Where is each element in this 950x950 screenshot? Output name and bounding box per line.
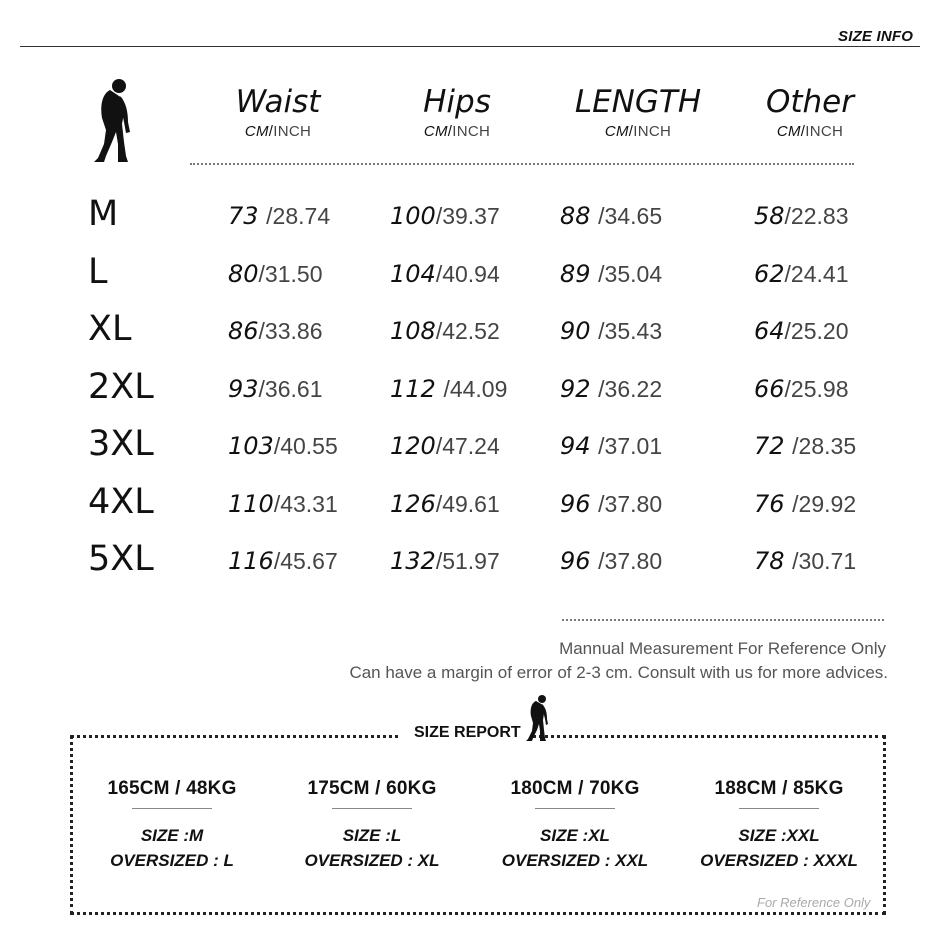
waist-cell: 73 /28.74 [228, 202, 331, 230]
column-title: LENGTH [574, 84, 702, 120]
size-label: 3XL [88, 424, 154, 464]
column-header-other [710, 84, 910, 140]
length-cell: 89 /35.04 [560, 260, 663, 288]
divider [535, 808, 615, 809]
size-label: 2XL [88, 367, 154, 407]
length-cell: 92 /36.22 [560, 375, 663, 403]
hips-cell: 120/47.24 [390, 432, 500, 460]
hips-cell: 104/40.94 [390, 260, 500, 288]
other-cell: 58/22.83 [754, 202, 849, 230]
other-cell: 72 /28.35 [754, 432, 857, 460]
size-row [0, 539, 950, 589]
hips-cell: 108/42.52 [390, 317, 500, 345]
waist-cell: 80/31.50 [228, 260, 323, 288]
waist-cell: 103/40.55 [228, 432, 338, 460]
oversized-size: OVERSIZED : L [110, 851, 234, 870]
hips-cell: 132/51.97 [390, 547, 500, 575]
reference-only-note: For Reference Only [757, 895, 871, 910]
length-cell: 90 /35.43 [560, 317, 663, 345]
error-margin-note: Can have a margin of error of 2-3 cm. Consult with us for more advices. [349, 663, 888, 682]
column-unit: CM/INCH [604, 123, 672, 140]
notes-dotted-divider [562, 619, 884, 621]
recommended-size: SIZE :XXL [738, 826, 820, 845]
size-info-title: SIZE INFO [838, 28, 914, 45]
waist-cell: 110/43.31 [228, 490, 338, 518]
size-row [0, 252, 950, 302]
column-header-length [538, 84, 738, 140]
length-cell: 94 /37.01 [560, 432, 663, 460]
other-cell: 76 /29.92 [754, 490, 857, 518]
other-cell: 62/24.41 [754, 260, 849, 288]
length-cell: 96 /37.80 [560, 547, 663, 575]
waist-cell: 93/36.61 [228, 375, 323, 403]
measurement-note: Mannual Measurement For Reference Only [559, 639, 886, 658]
size-label: XL [88, 309, 132, 349]
oversized-size: OVERSIZED : XL [304, 851, 440, 870]
size-report-person [684, 778, 874, 873]
other-cell: 66/25.98 [754, 375, 849, 403]
other-cell: 78 /30.71 [754, 547, 857, 575]
size-label: 4XL [88, 482, 154, 522]
size-row [0, 194, 950, 244]
length-cell: 88 /34.65 [560, 202, 663, 230]
other-cell: 64/25.20 [754, 317, 849, 345]
size-label: 5XL [88, 539, 154, 579]
header-dotted-divider [190, 163, 854, 165]
column-header-waist [178, 84, 378, 140]
column-title: Waist [235, 84, 321, 120]
waist-cell: 116/45.67 [228, 547, 338, 575]
walking-ape-icon [92, 78, 134, 164]
column-unit: CM/INCH [776, 123, 844, 140]
size-row [0, 367, 950, 417]
size-row [0, 309, 950, 359]
column-title: Hips [423, 84, 491, 120]
size-label: M [88, 194, 119, 234]
hips-cell: 100/39.37 [390, 202, 500, 230]
column-header-hips [357, 84, 557, 140]
oversized-size: OVERSIZED : XXXL [700, 851, 858, 870]
recommended-size: SIZE :M [140, 826, 204, 845]
size-row [0, 482, 950, 532]
column-title: Other [765, 84, 855, 120]
size-report-person [277, 778, 467, 873]
hips-cell: 126/49.61 [390, 490, 500, 518]
column-unit: CM/INCH [244, 123, 312, 140]
size-report-person [77, 778, 267, 873]
size-row [0, 424, 950, 474]
oversized-size: OVERSIZED : XXL [501, 851, 649, 870]
divider [739, 808, 819, 809]
walking-ape-icon [525, 694, 551, 742]
size-label: L [88, 252, 108, 292]
length-cell: 96 /37.80 [560, 490, 663, 518]
recommended-size: SIZE :L [342, 826, 402, 845]
size-report-person [480, 778, 670, 873]
size-report-title: SIZE REPORT [400, 722, 531, 754]
waist-cell: 86/33.86 [228, 317, 323, 345]
height-weight: 180CM / 70KG [510, 778, 640, 799]
hips-cell: 112 /44.09 [390, 375, 508, 403]
recommended-size: SIZE :XL [540, 826, 610, 845]
height-weight: 175CM / 60KG [307, 778, 437, 799]
divider [332, 808, 412, 809]
height-weight: 188CM / 85KG [714, 778, 844, 799]
top-divider [20, 46, 920, 47]
height-weight: 165CM / 48KG [107, 778, 237, 799]
divider [132, 808, 212, 809]
column-unit: CM/INCH [423, 123, 491, 140]
